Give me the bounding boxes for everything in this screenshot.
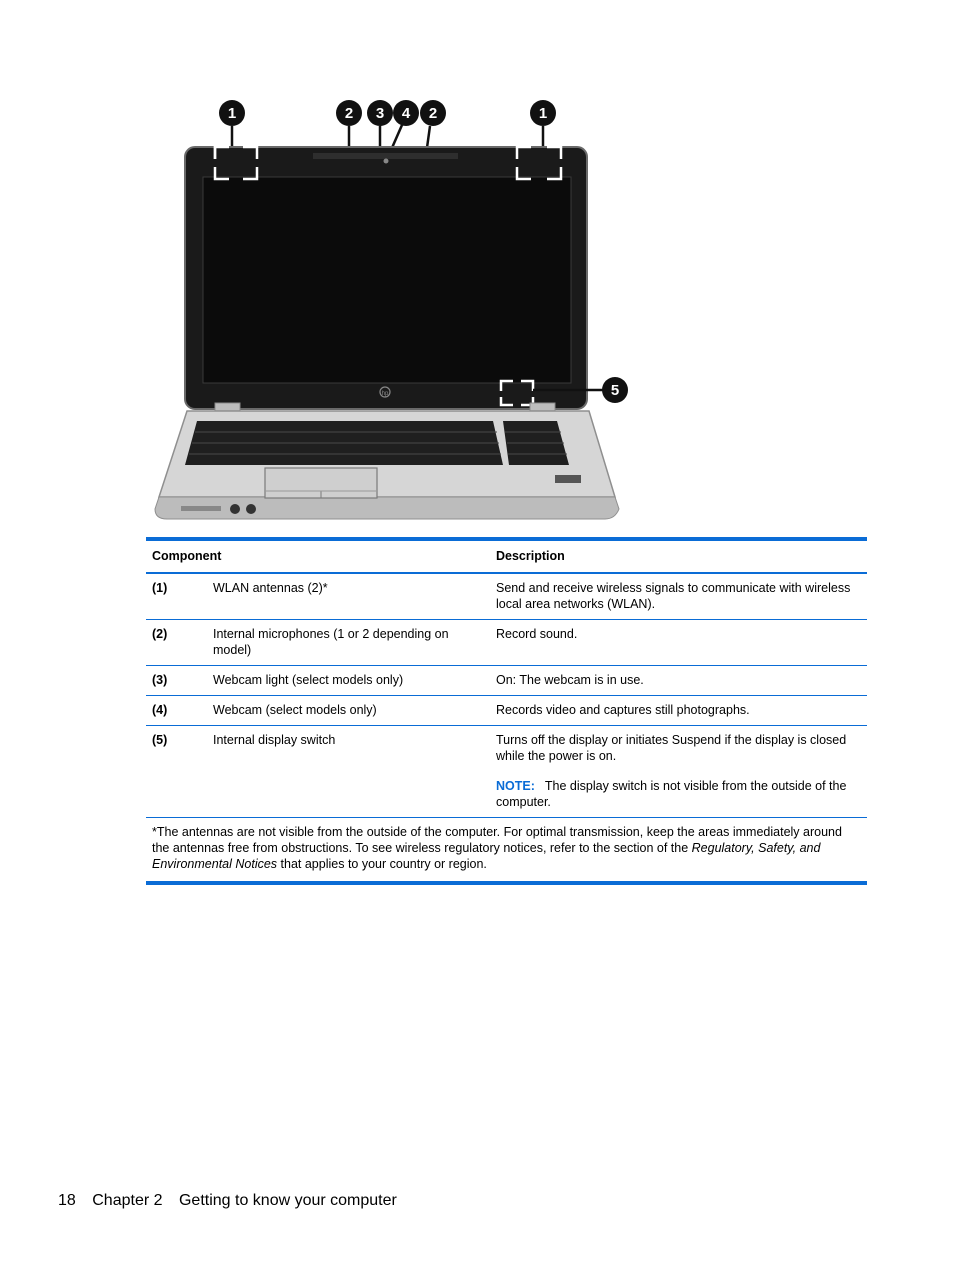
svg-text:2: 2 [344, 105, 354, 122]
table-row [146, 696, 867, 726]
callout-5 [602, 377, 628, 403]
svg-text:5: 5 [610, 382, 620, 399]
svg-text:2: 2 [428, 105, 438, 122]
note-label: NOTE: [496, 779, 535, 793]
footnote-text-end: that applies to your country or region. [277, 857, 487, 871]
component-name: Webcam light (select models only) [213, 673, 404, 687]
component-description: Send and receive wireless signals to communicate with wireless local area networks (WLAN). [496, 581, 851, 611]
component-name: Internal microphones (1 or 2 depending on model) [213, 627, 449, 657]
callout-1-left [219, 100, 245, 147]
table-row [146, 620, 867, 666]
component-name: Internal display switch [213, 733, 336, 747]
component-number: (2) [152, 627, 168, 641]
component-description: Record sound. [496, 627, 578, 641]
laptop-display-illustration [145, 95, 645, 525]
svg-text:hp: hp [381, 391, 389, 397]
svg-text:1: 1 [227, 105, 237, 122]
callout-1-right [530, 100, 556, 147]
page-footer [58, 1192, 409, 1210]
component-number: (4) [152, 703, 168, 717]
component-description: On: The webcam is in use. [496, 673, 644, 687]
footnote-doc-title: Regulatory, Safety, and Environmental Notices [152, 841, 821, 871]
component-table [146, 537, 867, 885]
footnote [146, 818, 867, 884]
component-name: WLAN antennas (2)* [213, 581, 328, 595]
svg-text:3: 3 [375, 105, 385, 122]
footnote-row [146, 818, 867, 884]
svg-text:1: 1 [538, 105, 548, 122]
chapter-title: Getting to know your computer [178, 1192, 397, 1209]
table-row [146, 573, 867, 620]
column-header-component: Component [152, 549, 222, 563]
component-number: (5) [152, 733, 168, 747]
component-number: (1) [152, 581, 168, 595]
table-header-row [146, 539, 867, 573]
chapter-label: Chapter 2 [92, 1192, 163, 1209]
svg-text:4: 4 [401, 105, 411, 122]
footnote-text: *The antennas are not visible from the outside of the computer. For optimal transmission, keep the areas immediately around the antennas free from obstructions. To see wireless regulatory notices, refer to the section of the [152, 825, 842, 855]
table-row [146, 726, 867, 818]
note [496, 778, 861, 810]
component-name: Webcam (select models only) [213, 703, 377, 717]
component-description: Turns off the display or initiates Suspend if the display is closed while the power is on. [496, 733, 847, 763]
component-description: Records video and captures still photographs. [496, 703, 750, 717]
page-number: 18 [58, 1192, 76, 1209]
note-text: The display switch is not visible from the outside of the computer. [496, 779, 847, 809]
component-number: (3) [152, 673, 168, 687]
component-description-cell [490, 726, 867, 818]
table-row [146, 666, 867, 696]
column-header-description: Description [496, 549, 565, 563]
